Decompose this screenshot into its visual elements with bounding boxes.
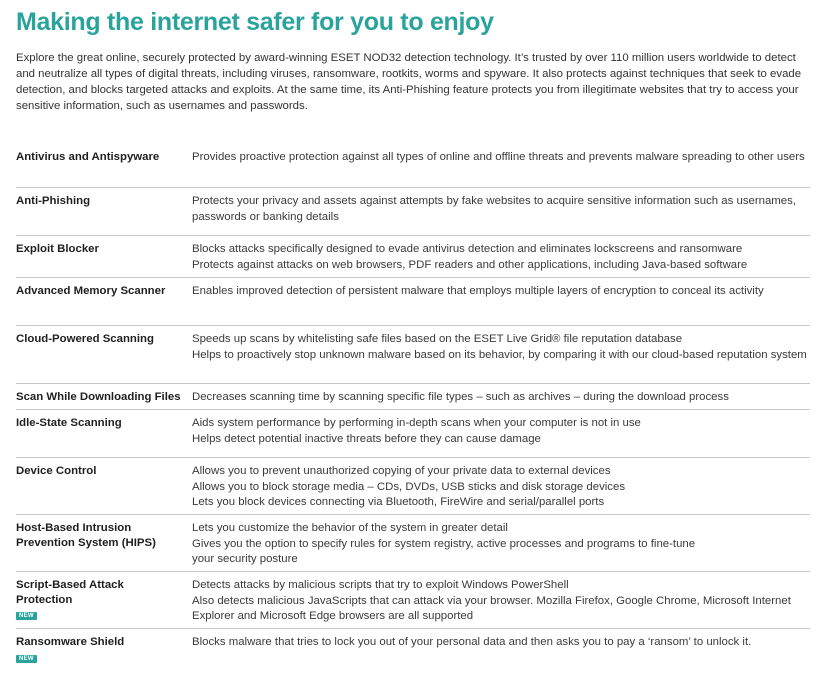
feature-description-line: your security posture <box>192 553 298 565</box>
feature-name: Script-Based Attack Protection <box>16 579 124 606</box>
feature-row-hips <box>16 515 810 572</box>
feature-name-cell <box>16 578 192 628</box>
feature-name: Antivirus and Antispyware <box>16 151 160 163</box>
feature-description <box>192 332 810 383</box>
features-table <box>16 144 810 667</box>
feature-description-line: Aids system performance by performing in-depth scans when your computer is not in use <box>192 417 641 429</box>
intro-paragraph: Explore the great online, securely protected by award-winning ESET NOD32 detection technology. It’s trusted by over 110 million users worldwide to detect and neutralize all types of digital threats, including viruses, ransomware, rootkits, worms and spyware. It also protects against techniques that seek to evade detection, and blocks targeted attacks and exploits. At the same time, its Anti-Phishing feature protects you from illegitimate websites that try to access your sensitive information, such as usernames and passwords. <box>16 52 802 112</box>
new-badge: NEW <box>16 655 37 663</box>
feature-description-line: Decreases scanning time by scanning specific file types – such as archives – during the download process <box>192 391 729 403</box>
feature-description-line: Gives you the option to specify rules for system registry, active processes and programs to fine-tune <box>192 537 696 550</box>
feature-description <box>192 464 810 514</box>
feature-row-antivirus <box>16 144 810 188</box>
feature-description-line: Enables improved detection of persistent malware that employs multiple layers of encryption to conceal its activity <box>192 285 764 297</box>
feature-description-line: Allows you to block storage media – CDs, DVDs, USB sticks and disk storage devices <box>192 480 626 493</box>
feature-description <box>192 390 810 409</box>
feature-description <box>192 578 810 628</box>
feature-row-anti-phishing <box>16 188 810 236</box>
feature-description <box>192 635 810 667</box>
feature-description-line: Speeds up scans by whitelisting safe files based on the ESET Live Grid® file reputation database <box>192 333 683 345</box>
feature-row-script-attack <box>16 572 810 629</box>
feature-description-line: Blocks attacks specifically designed to evade antivirus detection and eliminates lockscreens and ransomware <box>192 243 743 255</box>
feature-description-line: Blocks malware that tries to lock you out of your personal data and then asks you to pay a ‘ransom’ to unlock it. <box>192 636 752 648</box>
feature-description <box>192 416 810 457</box>
feature-description <box>192 242 810 277</box>
feature-description <box>192 521 810 571</box>
feature-description-line: Helps to proactively stop unknown malware based on its behavior, by comparing it with our cloud-based reputation system <box>192 348 807 361</box>
feature-name: Host-Based Intrusion Prevention System (HIPS) <box>16 522 156 549</box>
feature-description-line: Lets you block devices connecting via Bluetooth, FireWire and serial/parallel ports <box>192 496 605 508</box>
feature-description-line: Also detects malicious JavaScripts that can attack via your browser. Mozilla Firefox, Google Chrome, Microsoft Internet Explorer and Microsoft Edge browsers are all supported <box>192 594 791 622</box>
feature-name: Scan While Downloading Files <box>16 391 181 403</box>
feature-name: Exploit Blocker <box>16 243 99 255</box>
feature-row-memory-scanner <box>16 278 810 326</box>
feature-name: Advanced Memory Scanner <box>16 285 166 297</box>
feature-row-exploit-blocker <box>16 236 810 278</box>
feature-description <box>192 284 810 325</box>
feature-description-line: Protects your privacy and assets against attempts by fake websites to acquire sensitive information such as usernames, passwords or banking details <box>192 195 796 223</box>
feature-name: Idle-State Scanning <box>16 417 122 429</box>
feature-name: Device Control <box>16 465 97 477</box>
feature-description-line: Lets you customize the behavior of the system in greater detail <box>192 522 508 534</box>
feature-name: Cloud-Powered Scanning <box>16 333 154 345</box>
feature-description-line: Detects attacks by malicious scripts that try to exploit Windows PowerShell <box>192 579 569 591</box>
feature-description-line: Provides proactive protection against all types of online and offline threats and prevents malware spreading to other users <box>192 151 805 163</box>
feature-description <box>192 194 810 235</box>
feature-name-cell <box>16 635 192 667</box>
page-title: Making the internet safer for you to enjoy <box>16 8 494 36</box>
feature-name: Ransomware Shield <box>16 636 125 648</box>
feature-row-cloud-scanning <box>16 326 810 384</box>
feature-row-device-control <box>16 458 810 515</box>
feature-description-line: Allows you to prevent unauthorized copying of your private data to external devices <box>192 465 611 477</box>
feature-description <box>192 150 810 187</box>
feature-description-line: Protects against attacks on web browsers, PDF readers and other applications, including Java-based software <box>192 258 748 271</box>
feature-row-ransomware-shield <box>16 629 810 667</box>
feature-row-idle-state <box>16 410 810 458</box>
new-badge: NEW <box>16 612 37 620</box>
feature-row-scan-downloading <box>16 384 810 410</box>
feature-description-line: Helps detect potential inactive threats before they can cause damage <box>192 432 541 445</box>
feature-name: Anti-Phishing <box>16 195 91 207</box>
